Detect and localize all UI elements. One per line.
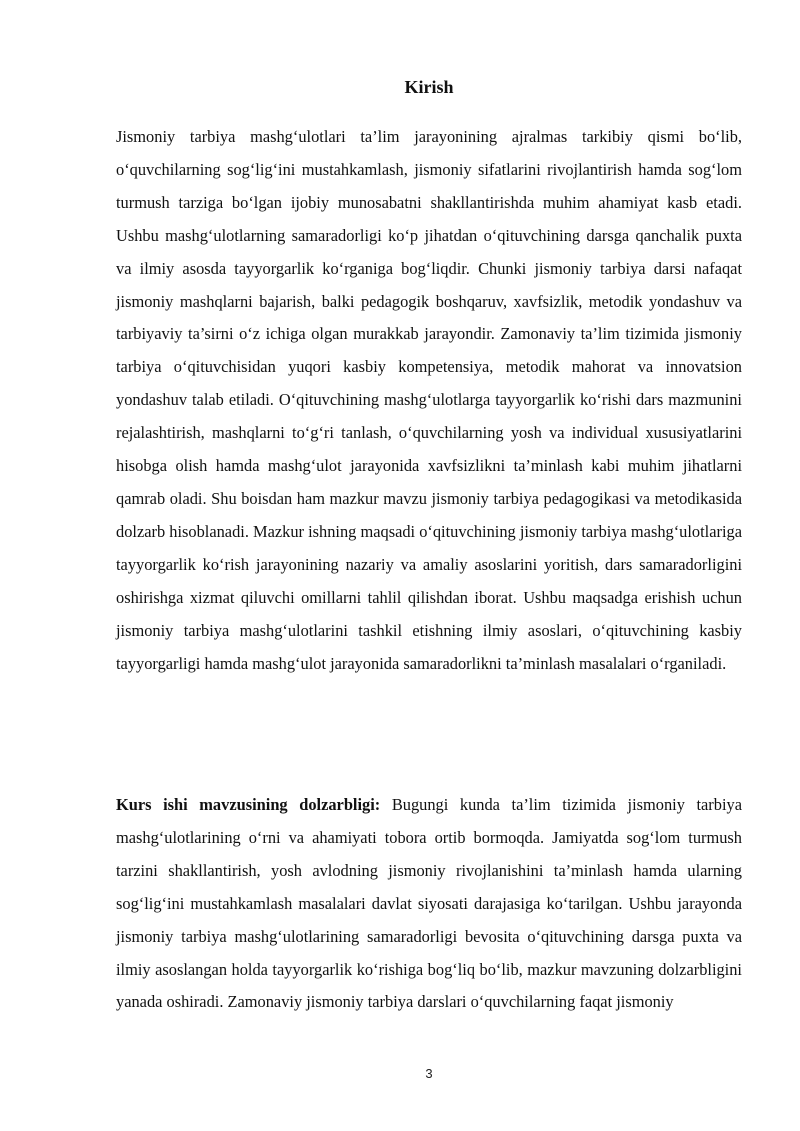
section-heading: Kirish (404, 77, 454, 97)
introduction-paragraph: Jismoniy tarbiya mashg‘ulotlari ta’lim jarayonining ajralmas tarkibiy qismi bo‘lib, o‘quvchilarning sog‘lig‘ini mustahkamlash, jismoniy sifatlarini rivojlantirish hamda sog‘lom turmush tarziga bo‘lgan ijobiy munosabatni shakllantirishda muhim ahamiyat kasb etadi. Ushbu mashg‘ulotlarning samaradorligi ko‘p jihatdan o‘qituvchining darsga qanchalik puxta va ilmiy asosda tayyorgarlik ko‘rganiga bog‘liqdir. Chunki jismoniy tarbiya darsi nafaqat jismoniy mashqlarni bajarish, balki pedagogik boshqaruv, xavfsizlik, metodik yondashuv va tarbiyaviy ta’sirni o‘z ichiga olgan murakkab jarayondir. Zamonaviy ta’lim tizimida jismoniy tarbiya o‘qituvchisidan yuqori kasbiy kompetensiya, metodik mahorat va innovatsion yondashuv talab etiladi. O‘qituvchining mashg‘ulotlarga tayyorgarlik ko‘rishi dars mazmunini rejalashtirish, mashqlarni to‘g‘ri tanlash, o‘quvchilarning yosh va individual xususiyatlarini hisobga olish hamda mashg‘ulot jarayonida xavfsizlikni ta’minlash kabi muhim jihatlarni qamrab oladi. Shu boisdan ham mazkur mavzu jismoniy tarbiya pedagogikasi va metodikasida dolzarb hisoblanadi. Mazkur ishning maqsadi o‘qituvchining jismoniy tarbiya mashg‘ulotlariga tayyorgarlik ko‘rish jarayonining nazariy va amaliy asoslarini yoritish, dars samaradorligini oshirishga xizmat qiluvchi omillarni tahlil qilishdan iborat. Ushbu maqsadga erishish uchun jismoniy tarbiya mashg‘ulotlarini tashkil etishning ilmiy asoslari, o‘qituvchining kasbiy tayyorgarligi hamda mashg‘ulot jarayonida samaradorlikni ta’minlash masalalari o‘rganiladi. (116, 127, 742, 673)
relevance-paragraph (116, 789, 742, 1019)
relevance-lead: Kurs ishi mavzusining dolzarbligi: (116, 795, 381, 814)
page-number: 3 (425, 1066, 433, 1081)
relevance-text: Bugungi kunda ta’lim tizimida jismoniy tarbiya mashg‘ulotlarining o‘rni va ahamiyati tobora ortib bormoqda. Jamiyatda sog‘lom turmush tarzini shakllantirish, yosh avlodning jismoniy rivojlanishini ta’minlash hamda ularning sog‘lig‘ini mustahkamlash masalalari davlat siyosati darajasiga ko‘tarilgan. Ushbu jarayonda jismoniy tarbiya mashg‘ulotlarining samaradorligi bevosita o‘qituvchining darsga puxta va ilmiy asoslangan holda tayyorgarlik ko‘rishiga bog‘liq bo‘lib, mazkur mavzuning dolzarbligini yanada oshiradi. Zamonaviy jismoniy tarbiya darslari o‘quvchilarning faqat jismoniy (116, 795, 742, 1012)
